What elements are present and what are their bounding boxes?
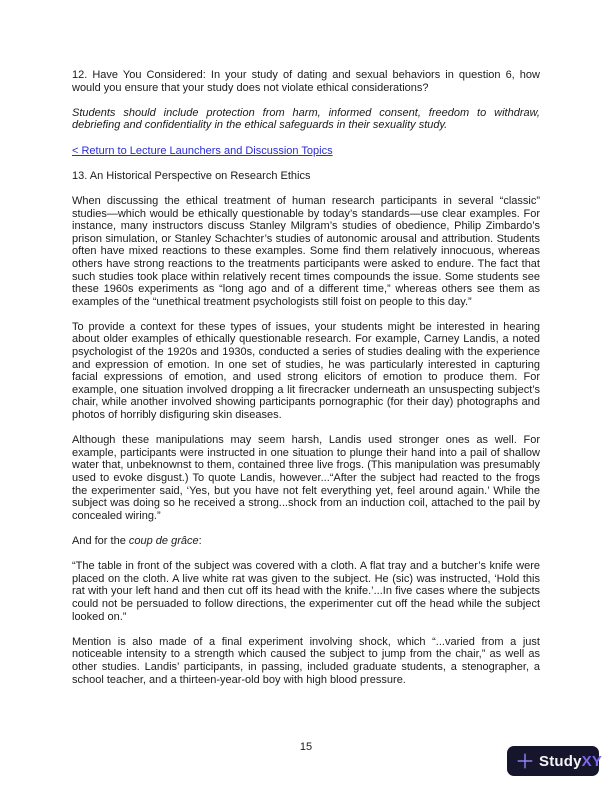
question-12-text: 12. Have You Considered: In your study of dating and sexual behaviors in question 6, how would you ensure that your study does not violate ethical considerations? [72, 69, 540, 94]
return-link[interactable]: < Return to Lecture Launchers and Discussion Topics [72, 144, 333, 157]
para-rat: “The table in front of the subject was covered with a cloth. A flat tray and a butcher’s knife were placed on the cloth. A live white rat was given to the subject. He (sic) was instructed, ‘Hold this rat with your left hand and then cut off its head with the knife.’...In five cases where the subjects could not be persuaded to follow directions, the experimenter cut off the head while the subject looked on.” [72, 560, 540, 623]
return-link-line [72, 145, 540, 158]
para-landis-intro: To provide a context for these types of issues, your students might be interested in hearing about older examples of ethically questionable research. For example, Carney Landis, a noted psychologist of the 1920s and 1930s, conducted a series of studies dealing with the experience and expression of emotion. In one set of studies, he was particularly interested in capturing facial expressions of emotion, and used strong elicitors of emotion to produce them. For example, one situation involved dropping a lit firecracker underneath an unsuspecting subject’s chair, while another involved showing participants pornographic (for their day) photographs and photos of horribly disfiguring skin diseases. [72, 320, 540, 422]
page-number: 15 [299, 741, 313, 753]
answer-12-text: Students should include protection from harm, informed consent, freedom to withdraw, debriefing and confidentiality in the ethical safeguards in their sexuality study. [72, 106, 540, 132]
coup-phrase: coup de grâce [128, 534, 199, 547]
studyxy-logo [507, 746, 603, 776]
logo-text-study: Study [539, 752, 582, 770]
plus-icon [516, 752, 534, 770]
coup-de-grace-line [72, 535, 540, 548]
para-shock: Mention is also made of a final experiment involving shock, which “...varied from a just noticeable intensity to a strength which caused the subject to jump from the chair,” as well as other studies. Landis’ participants, in passing, included graduate students, a stenographer, a school teacher, and a thirteen-year-old boy with high blood pressure. [72, 635, 540, 686]
document-content [72, 69, 540, 699]
para-frogs: Although these manipulations may seem harsh, Landis used stronger ones as well. For example, participants were instructed in one situation to plunge their hand into a pail of shallow water that, unbeknownst to them, contained three live frogs. (This manipulation was presumably used to evoke disgust.) To quote Landis, however...“After the subject had reacted to the frogs the experimenter said, ‘Yes, but you have not felt everything yet, feel around again.’ While the subject was doing so he received a strong...shock from an induction coil, attached to the pail by concealed wiring.” [72, 434, 540, 522]
coup-suffix: : [198, 534, 202, 547]
logo-text-xy: XY [581, 752, 603, 770]
para-classic-studies: When discussing the ethical treatment of human research participants in several “classic” studies—which would be ethically questionable by today’s standards—use clear examples. For instance, many instructors discuss Stanley Milgram’s studies of obedience, Philip Zimbardo’s prison simulation, or Stanley Schachter’s studies of autonomic arousal and attribution. Students often have mixed reactions to these examples. Some find them relatively innocuous, whereas others have strong reactions to the treatments participants were asked to endure. The fact that such studies took place within relatively recent times compounds the issue. Some students see these 1960s experiments as “long ago and of a different time,” whereas others see them as examples of the “unethical treatment psychologists still foist on people to this day.” [72, 194, 540, 308]
heading-13: 13. An Historical Perspective on Research Ethics [72, 169, 311, 182]
coup-prefix: And for the [72, 534, 129, 547]
logo-wordmark [539, 753, 602, 770]
